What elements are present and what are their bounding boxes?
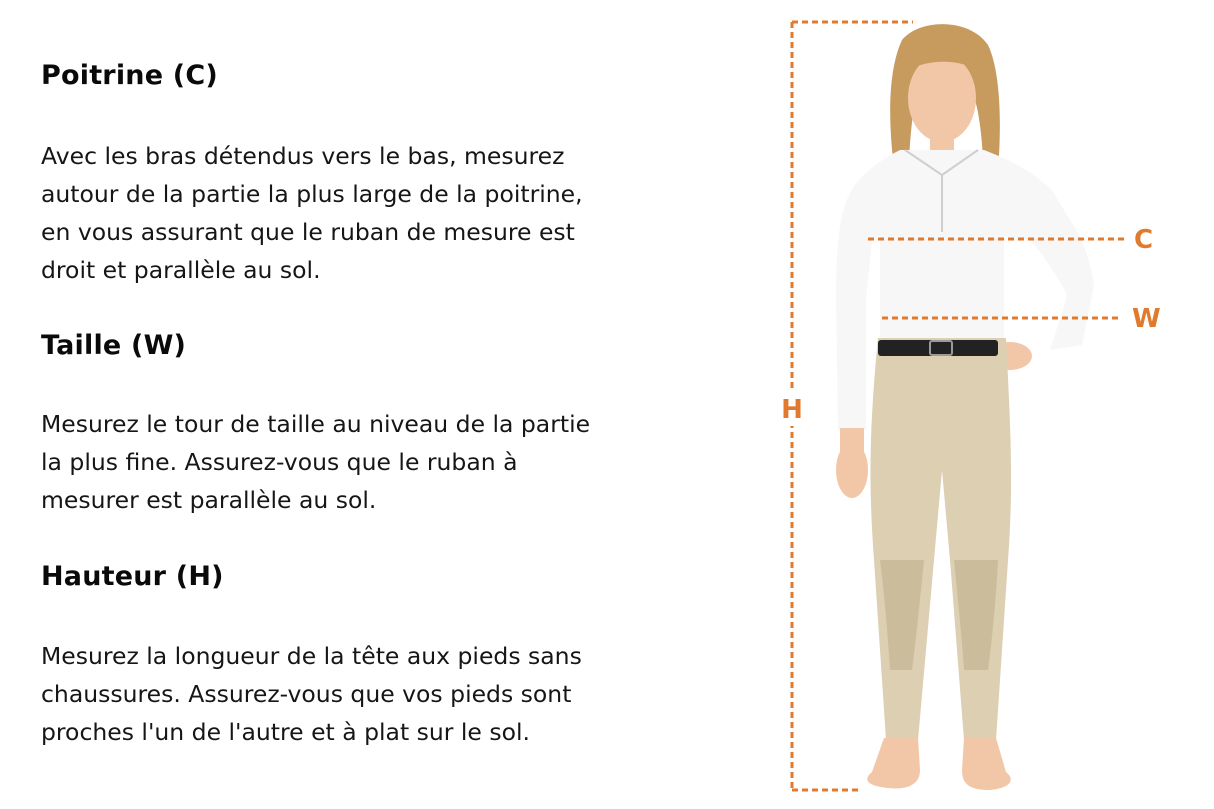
chest-description-line: Avec les bras détendus vers le bas, mesurez [41, 142, 565, 170]
waist-description-line: la plus fine. Assurez-vous que le ruban à [41, 448, 518, 476]
child-model-illustration [836, 24, 1094, 790]
waist-heading: Taille (W) [41, 330, 187, 361]
chest-description-line: en vous assurant que le ruban de mesure est [41, 218, 575, 246]
chest-description-line: autour de la partie la plus large de la poitrine, [41, 180, 583, 208]
waist-label: W [1132, 304, 1161, 334]
chest-label: C [1134, 225, 1154, 255]
chest-description-line: droit et parallèle au sol. [41, 256, 321, 284]
belt [878, 340, 998, 356]
height-description-line: chaussures. Assurez-vous que vos pieds sont [41, 680, 572, 708]
waist-description [41, 405, 590, 519]
height-description [41, 637, 582, 751]
waist-description-line: Mesurez le tour de taille au niveau de la partie [41, 410, 591, 438]
waist-description-line: mesurer est parallèle au sol. [41, 486, 377, 514]
breeches [871, 338, 1012, 740]
height-description-line: proches l'un de l'autre et à plat sur le sol. [41, 718, 530, 746]
chest-heading: Poitrine (C) [41, 60, 218, 91]
face [908, 54, 976, 142]
measurement-figure [760, 0, 1214, 809]
height-heading: Hauteur (H) [41, 561, 224, 592]
chest-description [41, 137, 583, 289]
height-label: H [781, 395, 803, 425]
height-description-line: Mesurez la longueur de la tête aux pieds sans [41, 642, 582, 670]
